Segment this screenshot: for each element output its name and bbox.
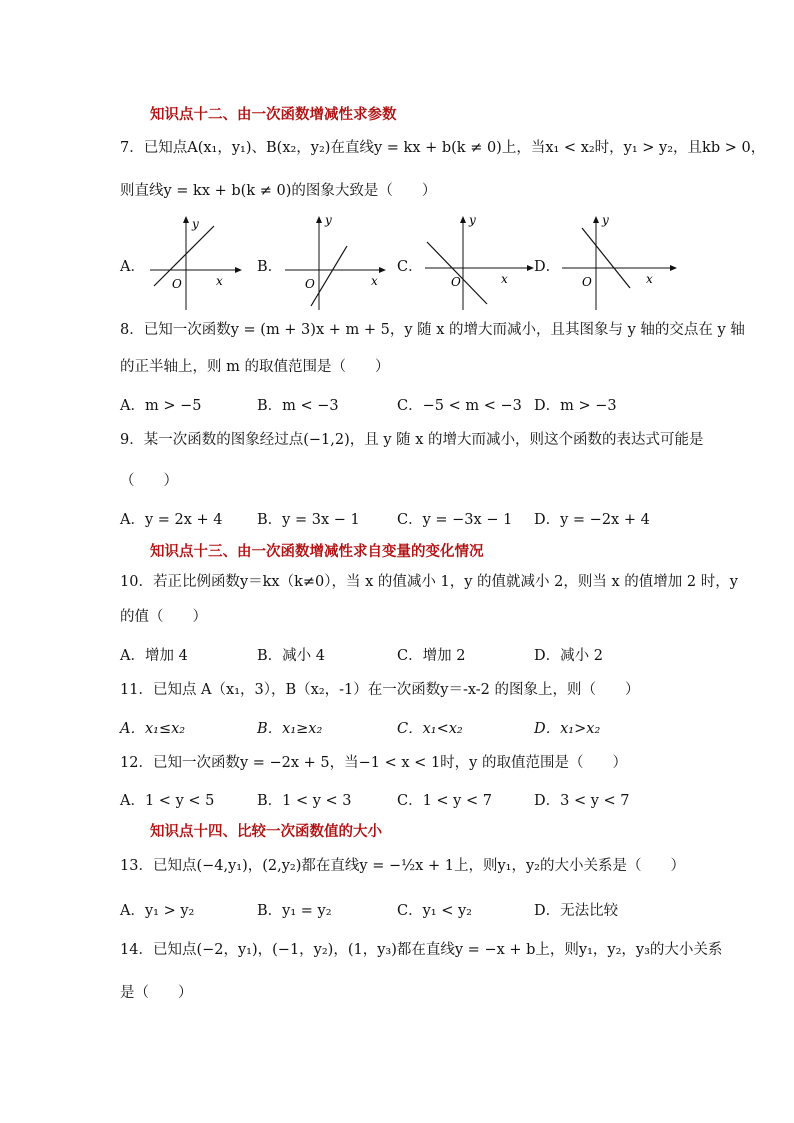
- graph-c-y-arrow: [460, 216, 466, 223]
- q10-option-d[interactable]: D．减小 2: [534, 648, 603, 664]
- graph-d-x-label: x: [646, 272, 653, 286]
- section-heading-13: 知识点十三、由一次函数增减性求自变量的变化情况: [150, 544, 484, 560]
- graph-c-x-label: x: [501, 272, 508, 286]
- q7-option-d[interactable]: [534, 210, 680, 315]
- q9-option-a[interactable]: A．y = 2x + 4: [120, 512, 223, 528]
- graph-b-x-label: x: [371, 274, 378, 288]
- graph-a-y-label: y: [192, 217, 199, 231]
- q11-option-c[interactable]: C．x₁<x₂: [397, 721, 463, 737]
- q8-options: [120, 394, 720, 416]
- q9-option-b[interactable]: B．y = 3x − 1: [257, 512, 360, 528]
- q11-option-b[interactable]: B．x₁≥x₂: [257, 721, 323, 737]
- graph-c-x-arrow: [527, 265, 534, 271]
- q14-line2: 是（ ）: [120, 985, 193, 1001]
- section-heading-12: 知识点十二、由一次函数增减性求参数: [150, 107, 397, 123]
- q10-line2: 的值（ ）: [120, 609, 207, 625]
- q7-graph-d: [560, 210, 684, 315]
- graph-a-x-arrow: [235, 267, 242, 273]
- q12-option-c[interactable]: C．1 < y < 7: [397, 793, 492, 809]
- q12-line1: 12．已知一次函数y = −2x + 5，当−1 < x < 1时，y 的取值范围是（ ）: [120, 755, 627, 771]
- q10-option-c[interactable]: C．增加 2: [397, 648, 466, 664]
- q7-option-d-label: D．: [534, 259, 561, 275]
- graph-b-y-label: y: [325, 213, 332, 227]
- q13-option-d[interactable]: D．无法比较: [534, 903, 619, 919]
- q12-options: [120, 789, 720, 811]
- q10-options: [120, 644, 720, 666]
- q9-option-c[interactable]: C．y = −3x − 1: [397, 512, 513, 528]
- q12-option-b[interactable]: B．1 < y < 3: [257, 793, 352, 809]
- q7-option-b-label: B．: [257, 259, 283, 275]
- graph-a-y-arrow: [183, 216, 189, 223]
- q11-options: [120, 717, 720, 739]
- q13-options: [120, 899, 720, 921]
- q7-option-c-label: C．: [397, 259, 423, 275]
- q14-line1: 14．已知点(−2，y₁)，(−1，y₂)，(1，y₃)都在直线y = −x + b上，则y₁，y₂，y₃的大小关系: [120, 942, 723, 958]
- graph-b-line: [311, 246, 347, 306]
- graph-d-y-arrow: [593, 216, 599, 223]
- q7-graph-c: [421, 210, 541, 315]
- q9-line2: （ ）: [120, 473, 178, 489]
- q8-option-d[interactable]: D．m > −3: [534, 398, 617, 414]
- q7-graph-b: [281, 210, 391, 315]
- q10-line1: 10．若正比例函数y＝kx（k≠0），当 x 的值减小 1，y 的值就减小 2，则当 x 的值增加 2 时，y: [120, 574, 738, 590]
- q9-option-d[interactable]: D．y = −2x + 4: [534, 512, 650, 528]
- q11-line1: 11．已知点 A（x₁，3），B（x₂，-1）在一次函数y＝-x-2 的图象上，则（ ）: [120, 682, 640, 698]
- q7-line2: 则直线y = kx + b(k ≠ 0)的图象大致是（ ）: [120, 183, 437, 199]
- graph-c-line: [427, 242, 487, 304]
- graph-d-y-label: y: [602, 213, 609, 227]
- q8-option-b[interactable]: B．m < −3: [257, 398, 339, 414]
- q7-option-a-label: A．: [120, 259, 145, 275]
- q13-option-c[interactable]: C．y₁ < y₂: [397, 903, 472, 919]
- graph-b-origin-label: O: [305, 277, 315, 291]
- graph-c-y-label: y: [469, 213, 476, 227]
- q13-line1: 13．已知点(−4,y₁)，(2,y₂)都在直线y = −½x + 1上，则y₁，y₂的大小关系是（ ）: [120, 858, 685, 874]
- graph-d-origin-label: O: [582, 275, 592, 289]
- graph-d-x-arrow: [670, 265, 677, 271]
- q8-line1: 8．已知一次函数y = (m + 3)x + m + 5，y 随 x 的增大而减小，且其图象与 y 轴的交点在 y 轴: [120, 322, 745, 338]
- graph-a-origin-label: O: [172, 277, 182, 291]
- q7-line1: 7．已知点A(x₁，y₁)、B(x₂，y₂)在直线y = kx + b(k ≠ 0)上，当x₁ < x₂时，y₁ > y₂，且kb > 0，: [120, 140, 766, 156]
- q10-option-a[interactable]: A．增加 4: [120, 648, 188, 664]
- graph-b-x-arrow: [379, 267, 386, 273]
- q7-option-c[interactable]: [397, 210, 537, 315]
- q11-option-d[interactable]: D．x₁>x₂: [534, 721, 601, 737]
- graph-c-origin-label: O: [451, 275, 461, 289]
- q7-graph-a: [142, 210, 252, 315]
- section-heading-14: 知识点十四、比较一次函数值的大小: [150, 824, 382, 840]
- q11-option-a[interactable]: A．x₁≤x₂: [120, 721, 186, 737]
- graph-a-x-label: x: [216, 274, 223, 288]
- q10-option-b[interactable]: B．减小 4: [257, 648, 325, 664]
- q9-options: [120, 508, 720, 530]
- q8-option-a[interactable]: A．m > −5: [120, 398, 202, 414]
- q13-option-a[interactable]: A．y₁ > y₂: [120, 903, 195, 919]
- q8-line2: 的正半轴上，则 m 的取值范围是（ ）: [120, 359, 390, 375]
- q8-option-c[interactable]: C．−5 < m < −3: [397, 398, 522, 414]
- q12-option-d[interactable]: D．3 < y < 7: [534, 793, 630, 809]
- graph-b-y-arrow: [316, 216, 322, 223]
- q12-option-a[interactable]: A．1 < y < 5: [120, 793, 215, 809]
- q7-graph-options: [120, 210, 680, 315]
- q7-option-a[interactable]: [120, 210, 250, 315]
- q9-line1: 9．某一次函数的图象经过点(−1,2)，且 y 随 x 的增大而减小，则这个函数的表达式可能是: [120, 432, 704, 448]
- q7-option-b[interactable]: [257, 210, 387, 315]
- q13-option-b[interactable]: B．y₁ = y₂: [257, 903, 332, 919]
- graph-a-line: [154, 226, 214, 286]
